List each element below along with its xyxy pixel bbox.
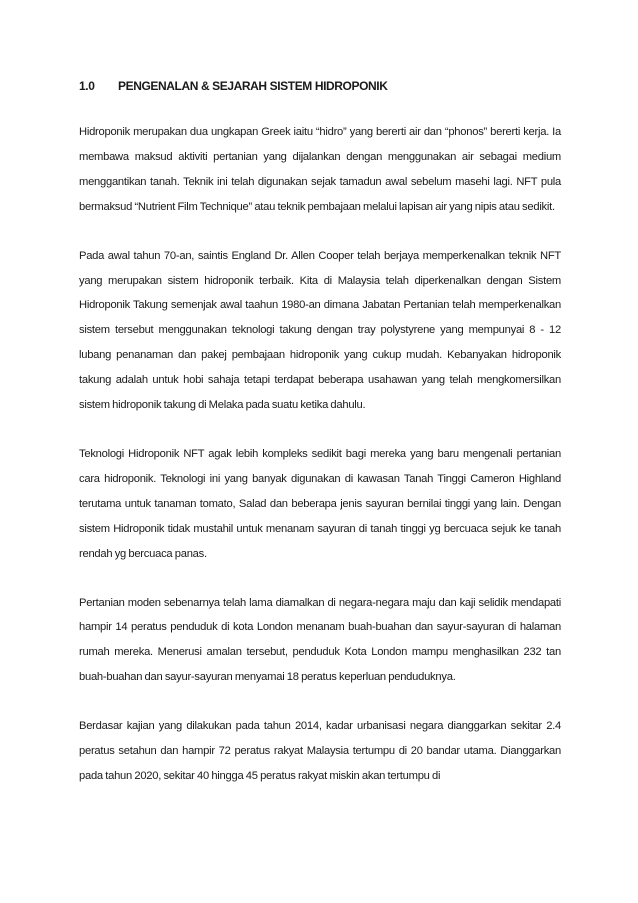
paragraph-urbanisation: Berdasar kajian yang dilakukan pada tahun 2014, kadar urbanisasi negara dianggarkan sekitar 2.4 peratus setahun dan hampir 72 peratus rakyat Malaysia tertumpu di 20 bandar utama. Dianggarkan pada tahun 2020, sekitar 40 hingga 45 peratus rakyat miskin akan tertumpu di [79, 720, 561, 782]
section-number: 1.0 [79, 79, 95, 93]
paragraph-modern-farming: Pertanian moden sebenarnya telah lama diamalkan di negara-negara maju dan kaji selidik mendapati hampir 14 peratus penduduk di kota London menanam buah-buahan dan sayur-sayuran di halaman rumah mereka. Menerusi amalan tersebut, penduduk Kota London mampu menghasilkan 232 tan buah-buahan dan sayur-sayuran menyamai 18 peratus keperluan penduduknya. [79, 596, 561, 684]
paragraph-intro: Hidroponik merupakan dua ungkapan Greek iaitu “hidro” yang bererti air dan “phonos” bererti kerja. Ia membawa maksud aktiviti pertanian yang dijalankan dengan menggunakan air sebagai medium menggantikan tanah. Teknik ini telah digunakan sejak tamadun awal sebelum masehi lagi. NFT pula bermaksud “Nutrient Film Technique” atau teknik pembajaan melalui lapisan air yang nipis atau sedikit. [79, 126, 561, 213]
body-text [79, 120, 561, 813]
paragraph-history: Pada awal tahun 70-an, saintis England Dr. Allen Cooper telah berjaya memperkenalkan teknik NFT yang merupakan sistem hidroponik terbaik. Kita di Malaysia telah diperkenalkan dengan Sistem Hidroponik Takung semenjak awal taahun 1980-an dimana Jabatan Pertanian telah memperkenalkan sistem tersebut menggunakan teknologi takung dengan tray polystyrene yang mempunyai 8 - 12 lubang penanaman dan pakej pembajaan hidroponik yang cukup mudah. Kebanyakan hidroponik takung adalah untuk hobi sahaja tetapi terdapat beberapa usahawan yang telah mengkomersilkan sistem hidroponik takung di Melaka pada suatu ketika dahulu. [79, 249, 561, 412]
paragraph-nft-technology: Teknologi Hidroponik NFT agak lebih kompleks sedikit bagi mereka yang baru mengenali pertanian cara hidroponik. Teknologi ini yang banyak digunakan di kawasan Tanah Tinggi Cameron Highland terutama untuk tanaman tomato, Salad dan beberapa jenis sayuran bernilai tinggi yang lain. Dengan sistem Hidroponik tidak mustahil untuk menanam sayuran di tanah tinggi yg bercuaca sejuk ke tanah rendah yg bercuaca panas. [79, 447, 561, 560]
section-title: PENGENALAN & SEJARAH SISTEM HIDROPONIK [118, 79, 388, 93]
section-heading [79, 79, 561, 93]
